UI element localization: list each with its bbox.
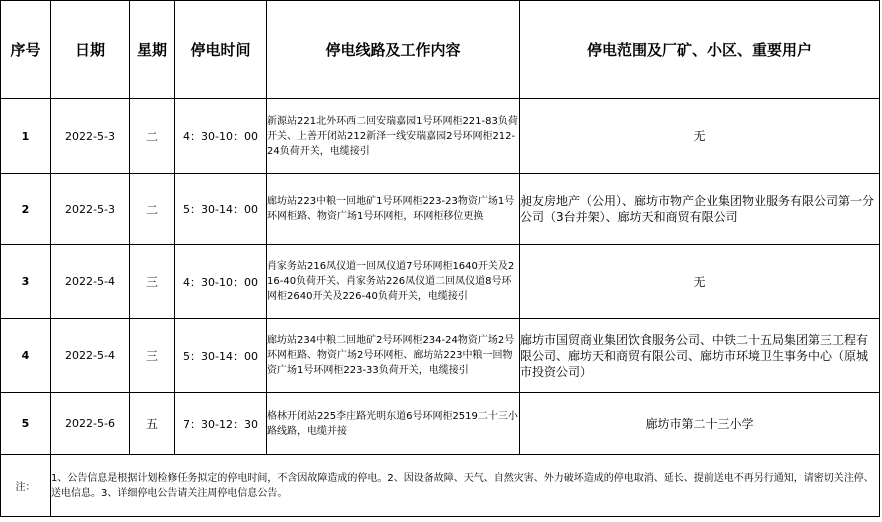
header-seq: 序号 — [1, 1, 51, 99]
row-scope: 廊坊市第二十三小学 — [520, 393, 880, 455]
row-seq: 3 — [1, 245, 51, 319]
table-row — [1, 393, 880, 455]
row-scope: 廊坊市国贸商业集团饮食服务公司、中铁二十五局集团第三工程有限公司、廊坊天和商贸有限公司、廊坊市环境卫生事务中心（原城市投资公司） — [520, 319, 880, 393]
header-time: 停电时间 — [175, 1, 267, 99]
row-work: 新源站221北外环西二回安瑞嘉园1号环网柜221-83负荷开关、上善开闭站212新泽一线安瑞嘉园2号环网柜212-24负荷开关，电缆接引 — [267, 99, 520, 174]
row-weekday: 五 — [130, 393, 175, 455]
table-row — [1, 174, 880, 245]
row-date: 2022-5-4 — [51, 245, 130, 319]
row-time: 4：30-10：00 — [175, 99, 267, 174]
row-date: 2022-5-4 — [51, 319, 130, 393]
row-date: 2022-5-3 — [51, 174, 130, 245]
row-time: 5：30-14：00 — [175, 174, 267, 245]
row-work: 廊坊站223中粮一回地矿1号环网柜223-23物资广场1号环网柜路、物资广场1号环网柜，环网柜移位更换 — [267, 174, 520, 245]
row-seq: 2 — [1, 174, 51, 245]
table-row — [1, 245, 880, 319]
row-weekday: 三 — [130, 319, 175, 393]
row-weekday: 三 — [130, 245, 175, 319]
row-work: 肖家务站216凤仪道一回凤仪道7号环网柜1640开关及216-40负荷开关、肖家务站226凤仪道二回凤仪道8号环网柜2640开关及226-40负荷开关，电缆接引 — [267, 245, 520, 319]
row-seq: 4 — [1, 319, 51, 393]
row-work: 廊坊站234中粮二回地矿2号环网柜234-24物资广场2号环网柜路、物资广场2号环网柜、廊坊站223中粮一回物资广场1号环网柜223-33负荷开关，电缆接引 — [267, 319, 520, 393]
row-work: 格林开闭站225李庄路光明东道6号环网柜2519二十三小路线路，电缆并接 — [267, 393, 520, 455]
header-date: 日期 — [51, 1, 130, 99]
note-text: 1、公告信息是根据计划检修任务拟定的停电时间，不含因故障造成的停电。2、因设备故障、天气、自然灾害、外力破坏造成的停电取消、延长、提前送电不再另行通知，请密切关注停、送电信息。3、详细停电公告请关注周停电信息公告。 — [51, 455, 880, 517]
row-weekday: 二 — [130, 174, 175, 245]
header-row — [1, 1, 880, 99]
row-scope: 无 — [520, 245, 880, 319]
header-work: 停电线路及工作内容 — [267, 1, 520, 99]
row-date: 2022-5-3 — [51, 99, 130, 174]
row-weekday: 二 — [130, 99, 175, 174]
row-scope: 昶友房地产（公用）、廊坊市物产企业集团物业服务有限公司第一分公司（3台并架）、廊坊天和商贸有限公司 — [520, 174, 880, 245]
row-scope: 无 — [520, 99, 880, 174]
header-scope: 停电范围及厂矿、小区、重要用户 — [520, 1, 880, 99]
row-seq: 5 — [1, 393, 51, 455]
row-time: 5：30-14：00 — [175, 319, 267, 393]
note-label: 注： — [1, 455, 51, 517]
row-date: 2022-5-6 — [51, 393, 130, 455]
row-time: 7：30-12：30 — [175, 393, 267, 455]
table-row — [1, 99, 880, 174]
row-seq: 1 — [1, 99, 51, 174]
row-time: 4：30-10：00 — [175, 245, 267, 319]
header-weekday: 星期 — [130, 1, 175, 99]
note-row — [1, 455, 880, 517]
table-row — [1, 319, 880, 393]
